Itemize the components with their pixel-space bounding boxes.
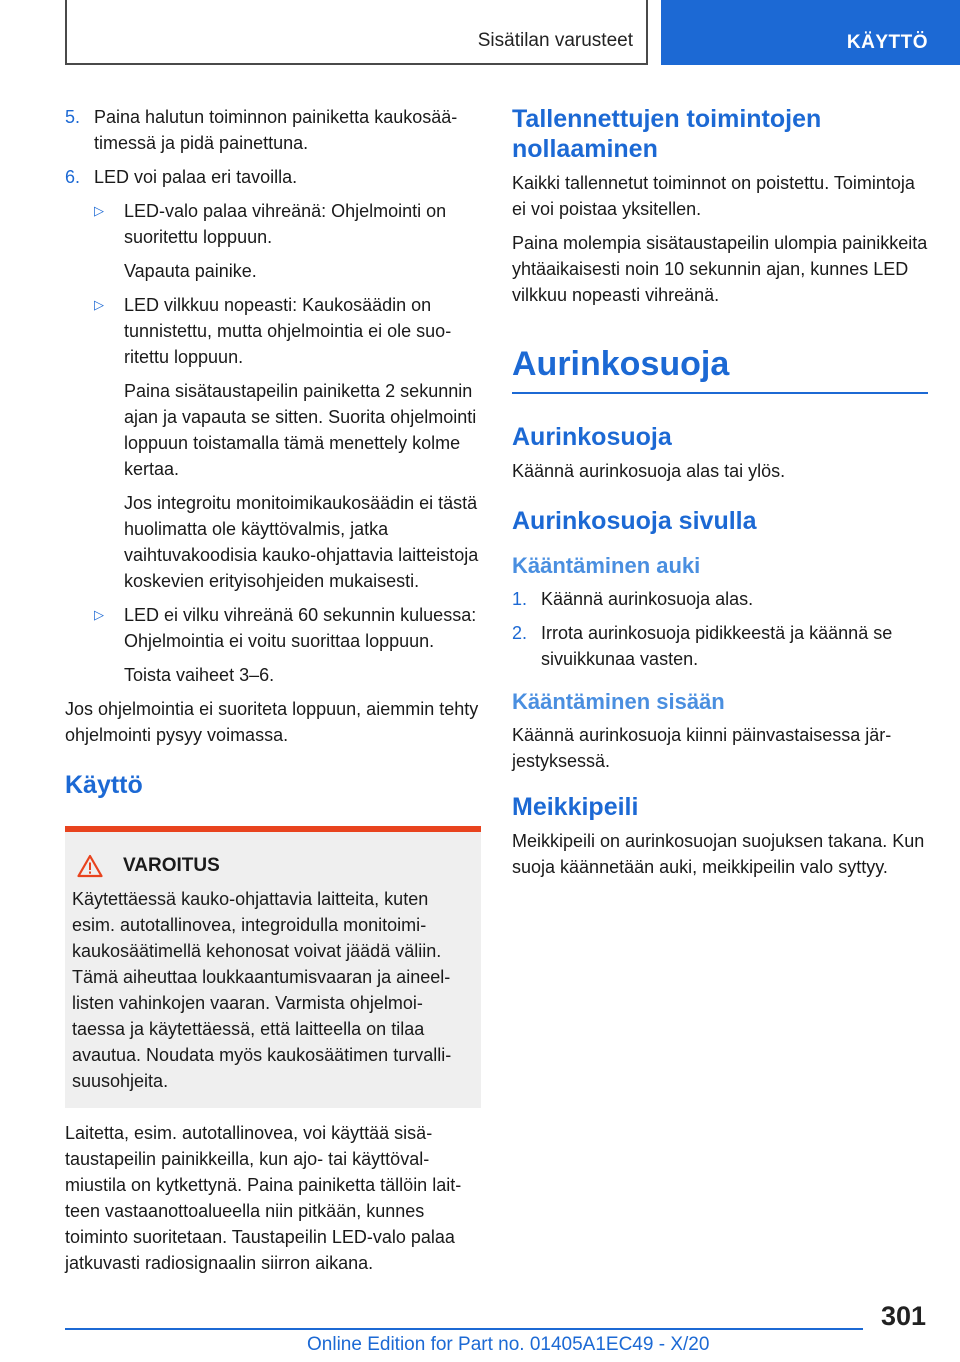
step-text: Paina halutun toiminnon painiketta kaukosäätimessä ja pidä painettuna.	[94, 107, 458, 153]
subsection-heading: Kääntäminen sisään	[512, 689, 725, 714]
subsection-heading: Kääntäminen auki	[512, 553, 701, 578]
bullet-text: LED vilkkuu nopeasti: Kaukosäädin on tunnistettu, mutta ohjelmointia ei ole suoritettu loppuun.	[124, 295, 452, 367]
step-number: 1.	[512, 589, 528, 609]
paragraph: Laitetta, esim. autotallinovea, voi käyttää sisätaustapeilin painikkeilla, kun ajo- tai käyttövalmiustila on kytkettynä. Paina painiketta tällöin laitteen vastaanottoalueella niin pitkään, kunnes toiminto suoritetaan. Taustapeilin LED-valo palaa jatkuvasti radiosignaalin siirron aikana.	[65, 1123, 462, 1273]
triangle-bullet-icon: ▷	[94, 203, 104, 218]
warning-box	[65, 826, 481, 1108]
warning-text: Käytettäessä kauko-ohjattavia laitteita, kuten esim. autotallinovea, integroidulla monitoimikaukosäätimellä kehonosat voivat jäädä väliin. Tämä aiheuttaa loukkaantumisvaaran ja aineellisten vahinkojen vaaran. Varmista ohjelmoitaessa ja käytettäessä, että laitteella on tilaa avautua. Noudata myös kaukosäätimen turvallisuusohjeita.	[72, 889, 452, 1091]
list-item	[65, 164, 481, 190]
footer-divider	[65, 1328, 863, 1330]
page-number: 301	[880, 1301, 926, 1331]
triangle-bullet-icon: ▷	[94, 297, 104, 312]
bullet-item	[94, 292, 481, 370]
bullet-item	[94, 198, 481, 250]
section-heading: Meikkipeili	[512, 793, 639, 821]
list-item	[512, 620, 928, 672]
step-number: 6.	[65, 167, 81, 187]
paragraph: Käännä aurinkosuoja kiinni päinvastaisessa järjestyksessä.	[512, 725, 892, 771]
bullet-item	[94, 602, 481, 654]
bullet-subtext: Toista vaiheet 3–6.	[124, 665, 275, 685]
step-text: Irrota aurinkosuoja pidikkeestä ja käännä se sivuikkunaa vasten.	[541, 623, 893, 669]
header-section-tab	[65, 0, 648, 65]
paragraph: Käännä aurinkosuoja alas tai ylös.	[512, 461, 786, 481]
bullet-subtext: Jos integroitu monitoimikaukosäädin ei tästä huolimatta ole käyttövalmis, jatka vaihtuvakoodisia kauko-ohjattavia laitteistoja koskevien erityisohjeiden mukaisesti.	[124, 493, 479, 591]
section-title: Sisätilan varusteet	[477, 30, 633, 51]
chapter-heading: Aurinkosuoja	[512, 342, 928, 394]
header-chapter-tab	[661, 0, 960, 65]
bullet-subtext: Paina sisätaustapeilin painiketta 2 sekunnin ajan ja vapauta se sitten. Suorita ohjelmointi loppuun toistamalla tämä menettely kolme kertaa.	[124, 381, 477, 479]
chapter-title: KÄYTTÖ	[846, 32, 928, 53]
warning-header	[72, 854, 467, 878]
right-column	[512, 104, 928, 888]
paragraph: Kaikki tallennetut toiminnot on poistettu. Toimintoja ei voi poistaa yksitellen.	[512, 173, 915, 219]
section-heading: Tallennettujen toimintojen nollaaminen	[512, 105, 822, 163]
step-text: LED voi palaa eri tavoilla.	[94, 167, 298, 187]
list-item	[65, 104, 481, 156]
step-number: 5.	[65, 107, 81, 127]
section-heading: Aurinkosuoja	[512, 423, 672, 451]
step-number: 2.	[512, 623, 528, 643]
paragraph: Paina molempia sisätaustapeilin ulompia painikkeita yhtäaikaisesti noin 10 sekunnin ajan, kunnes LED vilkkuu nopeasti vihreänä.	[512, 233, 928, 305]
left-column	[65, 104, 481, 1284]
section-heading: Käyttö	[65, 771, 143, 799]
triangle-bullet-icon: ▷	[94, 607, 104, 622]
step-text: Käännä aurinkosuoja alas.	[541, 589, 754, 609]
paragraph: Jos ohjelmointia ei suoriteta loppuun, aiemmin tehty ohjelmointi pysyy voimassa.	[65, 699, 479, 745]
footer-edition: Online Edition for Part no. 01405A1EC49 - X/20	[307, 1334, 710, 1355]
bullet-subtext: Vapauta painike.	[124, 261, 257, 281]
bullet-text: LED ei vilku vihreänä 60 sekunnin kuluessa: Ohjelmointia ei voitu suorittaa loppuun.	[124, 605, 477, 651]
paragraph: Meikkipeili on aurinkosuojan suojuksen takana. Kun suoja käännetään auki, meikkipeilin valo syttyy.	[512, 831, 925, 877]
bullet-text: LED-valo palaa vihreänä: Ohjelmointi on suoritettu loppuun.	[124, 201, 447, 247]
list-item	[512, 586, 928, 612]
warning-triangle-icon	[77, 854, 103, 878]
section-heading: Aurinkosuoja sivulla	[512, 507, 757, 535]
warning-label: VAROITUS	[123, 855, 220, 876]
